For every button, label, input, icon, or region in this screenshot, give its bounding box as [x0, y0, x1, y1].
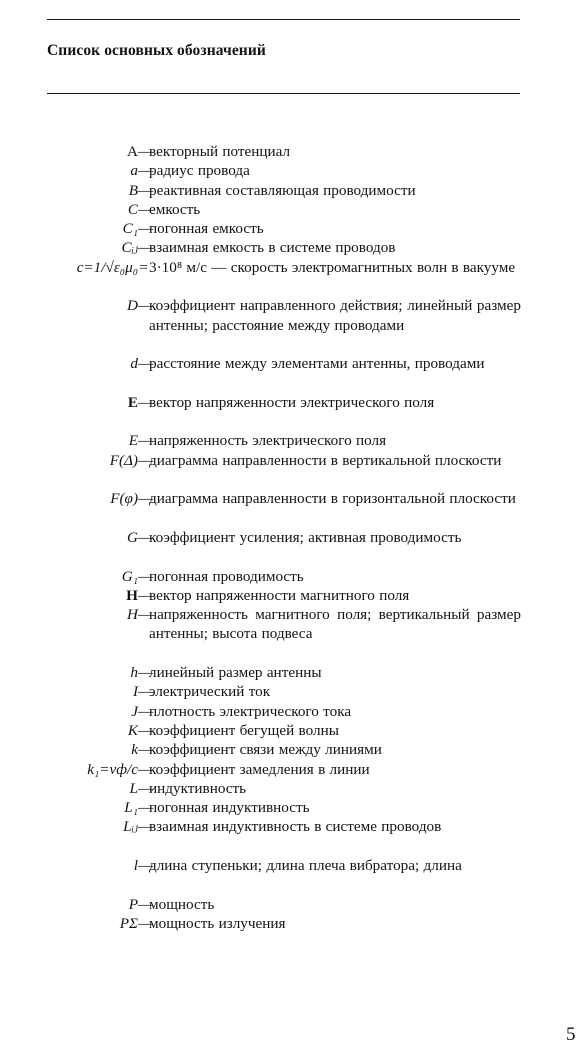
notation-entry [0, 161, 588, 180]
notation-entry [0, 663, 588, 682]
notation-entry [0, 219, 588, 238]
notation-symbol: B [128, 181, 138, 199]
notation-description: коэффициент усиления; активная проводимость [149, 528, 462, 546]
notation-entry [0, 586, 588, 605]
notation-symbol: A [127, 143, 138, 160]
top-rule [47, 19, 520, 20]
notation-symbol: J [131, 702, 138, 720]
notation-dash: — [138, 181, 154, 199]
notation-dash: — [138, 162, 154, 180]
notation-dash: — [138, 818, 154, 836]
notation-description: длина ступеньки; длина плеча вибратора; длина [149, 856, 462, 874]
notation-description: векторный потенциал [149, 143, 291, 160]
notation-dash: — [138, 220, 154, 238]
notation-description: индуктивность [149, 779, 247, 797]
notation-symbol: c=1/√ε₀μ₀ [76, 258, 138, 276]
notation-description: коэффициент связи между линиями [149, 741, 382, 759]
notation-symbol: G [127, 528, 138, 546]
notation-entry [0, 702, 588, 721]
notation-entry [0, 528, 588, 567]
notation-entry [0, 451, 588, 490]
notation-entry [0, 798, 588, 817]
notation-description: вектор напряженности электрического поля [149, 393, 435, 411]
notation-entry [0, 181, 588, 200]
notation-dash: — [138, 200, 154, 218]
notation-description: вектор напряженности магнитного поля [149, 586, 410, 604]
notation-entry [0, 489, 588, 528]
notation-symbol: h [130, 664, 138, 682]
notation-description: плотность электрического тока [149, 702, 352, 720]
notation-dash: — [138, 779, 154, 797]
notation-dash: — [138, 239, 154, 257]
notation-dash: — [138, 799, 154, 817]
notation-symbol: I [132, 683, 138, 701]
notation-dash: — [138, 760, 154, 778]
notation-description: мощность излучения [149, 914, 286, 932]
notation-description: линейный размер антенны [149, 664, 322, 682]
notation-entry [0, 914, 588, 933]
notation-dash: — [138, 914, 154, 932]
notation-dash: — [138, 856, 154, 874]
notation-symbol: PΣ [119, 914, 138, 932]
notation-entry [0, 779, 588, 798]
notation-entry [0, 856, 588, 895]
notation-symbol: Lᵢⱼ [123, 818, 138, 836]
notation-symbol: k₁=vф/c [87, 760, 138, 778]
notation-symbol: d [130, 355, 138, 373]
notation-symbol: L₁ [124, 799, 138, 817]
notation-dash: — [138, 451, 154, 469]
page-heading: Список основных обозначений [47, 42, 266, 59]
notation-dash: — [138, 702, 154, 720]
notation-dash: — [138, 528, 154, 546]
notation-description: коэффициент замедления в линии [149, 760, 370, 778]
notation-description: радиус провода [149, 162, 250, 180]
notation-entry [0, 393, 588, 432]
notation-entry [0, 142, 588, 161]
notation-description: коэффициент направленного действия; линейный размер антенны; расстояние между проводами [149, 297, 521, 334]
notation-description: электрический ток [149, 683, 271, 701]
notation-symbol: k [131, 741, 138, 759]
notation-dash: — [138, 297, 154, 315]
notation-symbol: l [133, 856, 138, 874]
notation-list [0, 142, 588, 933]
notation-dash: — [138, 355, 154, 373]
notation-description: расстояние между элементами антенны, проводами [149, 355, 485, 373]
notation-symbol: G₁ [121, 567, 138, 585]
notation-dash: — [138, 393, 154, 411]
notation-symbol: Cᵢⱼ [121, 239, 138, 257]
notation-entry [0, 238, 588, 257]
notation-dash: — [138, 490, 154, 508]
notation-description: взаимная емкость в системе проводов [149, 239, 396, 257]
notation-symbol: D [127, 297, 138, 315]
notation-description: 3·10⁸ м/с — скорость электромагнитных волн в вакууме [149, 258, 516, 276]
notation-entry [0, 721, 588, 740]
notation-symbol: H [127, 606, 138, 624]
notation-entry [0, 817, 588, 856]
notation-description: погонная индуктивность [149, 799, 310, 817]
notation-entry [0, 354, 588, 393]
notation-description: погонная емкость [149, 220, 264, 238]
notation-entry [0, 760, 588, 779]
notation-symbol: P [128, 895, 138, 913]
notation-entry [0, 605, 588, 663]
notation-description: коэффициент бегущей волны [149, 721, 339, 739]
notation-entry [0, 682, 588, 701]
heading-rule [47, 93, 520, 94]
notation-entry [0, 895, 588, 914]
notation-symbol: E [128, 432, 138, 450]
notation-description: диаграмма направленности в горизонтальной плоскости [149, 490, 516, 508]
notation-description: напряженность электрического поля [149, 432, 387, 450]
notation-entry [0, 296, 588, 354]
notation-dash: — [138, 606, 154, 624]
notation-symbol: H [126, 586, 138, 604]
notation-dash: — [138, 567, 154, 585]
notation-dash: — [138, 683, 154, 701]
notation-description: погонная проводимость [149, 567, 304, 585]
notation-symbol: L [129, 779, 138, 797]
notation-description: напряженность магнитного поля; вертикальный размер антенны; высота подвеса [149, 606, 521, 643]
notation-symbol: a [130, 162, 138, 180]
notation-description: емкость [149, 200, 201, 218]
notation-dash: — [138, 741, 154, 759]
notation-symbol: C [127, 200, 138, 218]
notation-dash: — [138, 143, 154, 160]
notation-dash: — [138, 895, 154, 913]
notation-entry [0, 567, 588, 586]
notation-symbol: C₁ [122, 220, 138, 238]
notation-dash: — [138, 586, 154, 604]
notation-entry [0, 258, 588, 297]
notation-symbol: K [127, 721, 138, 739]
notation-symbol: F(φ) [110, 490, 138, 508]
notation-entry [0, 200, 588, 219]
notation-entry [0, 431, 588, 450]
page-number: 5 [566, 1024, 576, 1045]
notation-dash: — [138, 664, 154, 682]
notation-symbol: F(Δ) [109, 451, 138, 469]
notation-description: мощность [149, 895, 215, 913]
notation-description: диаграмма направленности в вертикальной плоскости [149, 451, 502, 469]
notation-description: реактивная составляющая проводимости [149, 181, 416, 199]
notation-dash: — [138, 432, 154, 450]
notation-dash: — [138, 721, 154, 739]
notation-symbol: E [127, 393, 138, 411]
notation-entry [0, 740, 588, 759]
notation-dash: = [139, 258, 148, 276]
notation-description: взаимная индуктивность в системе проводов [149, 818, 442, 836]
